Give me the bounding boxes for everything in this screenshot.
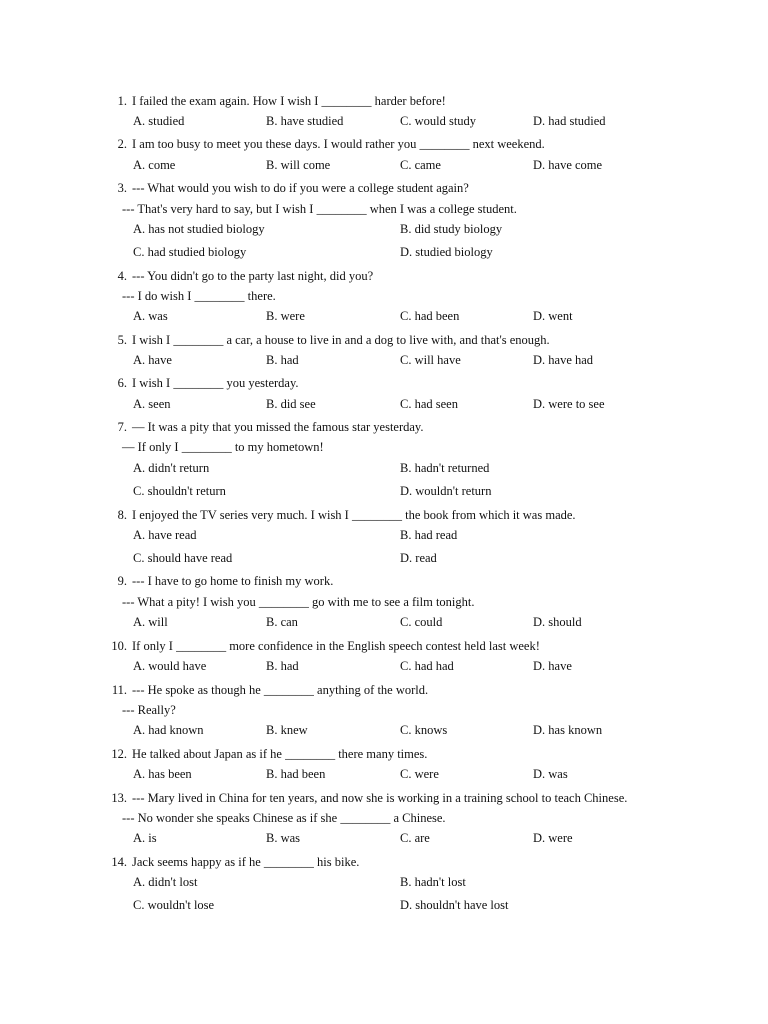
answer-option: D. shouldn't have lost [400,898,509,912]
question-number: 13. [111,791,127,805]
answer-option: B. hadn't returned [400,461,490,475]
answer-option: A. has been [133,767,192,781]
question-number: 2. [117,137,127,151]
answer-option: D. had studied [533,114,606,128]
question-number: 1. [117,94,127,108]
answer-option: D. read [400,551,437,565]
question-text: I failed the exam again. How I wish I ________ harder before! [132,94,446,108]
answer-option: A. didn't return [133,461,210,475]
answer-option: C. knows [400,723,448,737]
question-number: 7. [117,420,127,434]
question-dialogue-line: — If only I ________ to my hometown! [122,440,324,454]
answer-option: D. have had [533,353,594,367]
question-dialogue-line: --- Really? [122,703,176,717]
answer-option: C. could [400,615,443,629]
answer-option: D. went [533,309,573,323]
answer-option: B. will come [266,158,331,172]
question-dialogue-line: --- What a pity! I wish you ________ go with me to see a film tonight. [122,595,475,609]
answer-option: C. should have read [133,551,233,565]
question-number: 6. [117,376,127,390]
answer-option: B. have studied [266,114,344,128]
answer-option: A. had known [133,723,204,737]
question-dialogue-line: --- No wonder she speaks Chinese as if she ________ a Chinese. [122,811,446,825]
answer-option: C. are [400,831,430,845]
answer-option: D. have [533,659,572,673]
answer-option: B. had been [266,767,326,781]
question-number: 14. [111,855,127,869]
answer-option: A. studied [133,114,185,128]
answer-option: C. will have [400,353,461,367]
answer-option: C. were [400,767,439,781]
answer-option: A. would have [133,659,207,673]
question-number: 5. [117,333,127,347]
answer-option: B. did see [266,397,316,411]
question-text: I wish I ________ you yesterday. [132,376,299,390]
answer-option: D. wouldn't return [400,484,492,498]
question-text: --- What would you wish to do if you were a college student again? [132,181,469,195]
answer-option: A. have read [133,528,197,542]
question-number: 10. [111,639,127,653]
answer-option: D. should [533,615,582,629]
question-text: I am too busy to meet you these days. I would rather you ________ next weekend. [132,137,545,151]
answer-option: C. would study [400,114,477,128]
question-text: --- Mary lived in China for ten years, and now she is working in a training school to teach Chinese. [132,791,628,805]
answer-option: A. is [133,831,157,845]
answer-option: A. have [133,353,172,367]
answer-option: B. hadn't lost [400,875,466,889]
answer-option: B. had read [400,528,458,542]
question-number: 8. [117,508,127,522]
question-text: I wish I ________ a car, a house to live in and a dog to live with, and that's enough. [132,333,550,347]
question-number: 11. [111,683,127,697]
answer-option: C. wouldn't lose [133,898,215,912]
answer-option: B. can [266,615,298,629]
question-text: — It was a pity that you missed the famous star yesterday. [132,420,424,434]
answer-option: A. will [133,615,168,629]
answer-option: C. had seen [400,397,458,411]
answer-option: A. seen [133,397,171,411]
question-text: Jack seems happy as if he ________ his bike. [132,855,360,869]
answer-option: C. came [400,158,441,172]
question-number: 9. [117,574,127,588]
answer-option: D. were [533,831,573,845]
question-text: If only I ________ more confidence in the English speech contest held last week! [132,639,540,653]
answer-option: C. had been [400,309,460,323]
answer-option: B. had [266,353,299,367]
question-text: --- He spoke as though he ________ anything of the world. [132,683,429,697]
answer-option: B. did study biology [400,222,503,236]
answer-option: B. had [266,659,299,673]
answer-option: D. has known [533,723,603,737]
answer-option: D. was [533,767,568,781]
question-number: 3. [117,181,127,195]
answer-option: A. come [133,158,176,172]
question-number: 12. [111,747,127,761]
answer-option: C. shouldn't return [133,484,226,498]
answer-option: D. have come [533,158,603,172]
question-text: --- You didn't go to the party last night, did you? [132,269,374,283]
answer-option: B. were [266,309,305,323]
answer-option: D. studied biology [400,245,493,259]
answer-option: A. didn't lost [133,875,198,889]
answer-option: B. knew [266,723,308,737]
question-number: 4. [117,269,127,283]
question-text: He talked about Japan as if he ________ there many times. [132,747,428,761]
answer-option: D. were to see [533,397,605,411]
answer-option: C. had studied biology [133,245,247,259]
answer-option: A. was [133,309,168,323]
answer-option: A. has not studied biology [133,222,265,236]
question-text: --- I have to go home to finish my work. [132,574,334,588]
question-dialogue-line: --- I do wish I ________ there. [122,289,276,303]
answer-option: B. was [266,831,301,845]
question-text: I enjoyed the TV series very much. I wish I ________ the book from which it was made. [132,508,576,522]
answer-option: C. had had [400,659,454,673]
question-dialogue-line: --- That's very hard to say, but I wish I ________ when I was a college student. [122,202,517,216]
